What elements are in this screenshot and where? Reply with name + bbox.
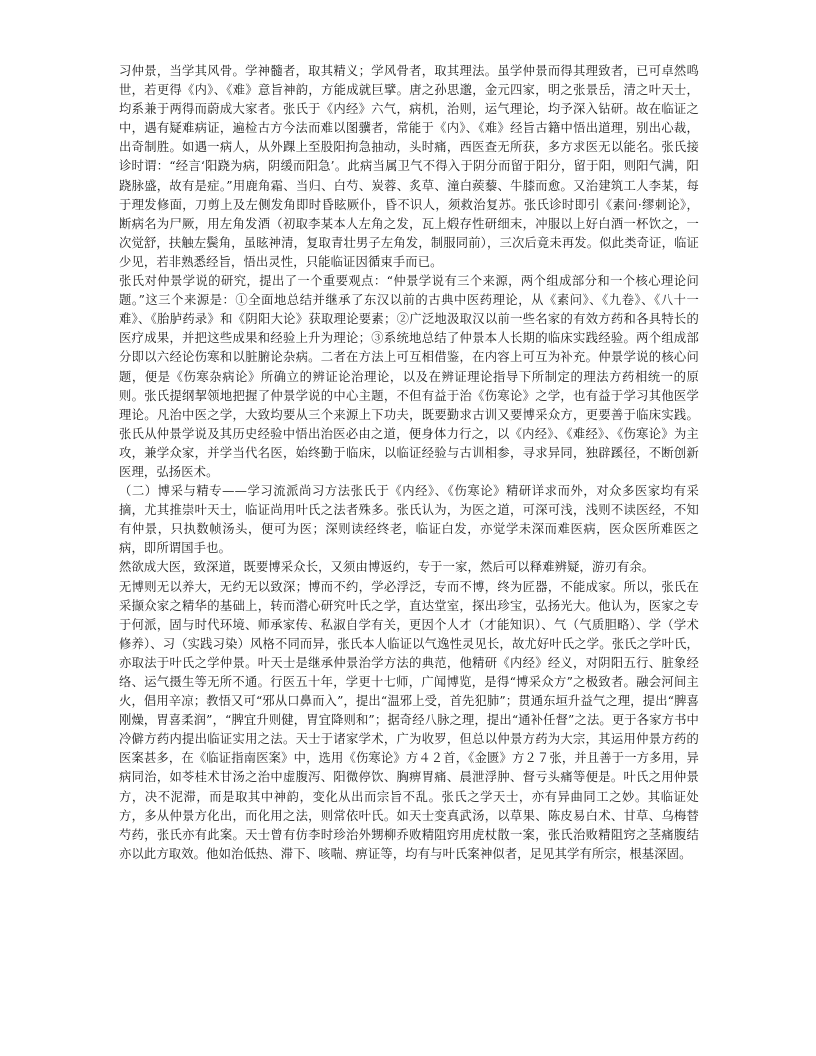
paragraph-neijing-insight: 习仲景，当学其风骨。学神髓者，取其精义；学风骨者，取其理法。虽学仲景而得其理致者，已可卓然鸣世，若更得《内》、《难》意旨神韵，方能成就巨擘。唐之孙思邈，金元四家，明之张景岳，清之叶天士，均系兼于两得而蔚成大家者。张氏于《内经》六气，病机，治则，运气理论，均予深入钻研。故在临证之中，遇有疑难病证，遍检古方今法而难以图骥者，常能于《内》、《难》经旨古籍中悟出道理，别出心裁，出奇制胜。如遇一病人，从外踝上至股阳拘急抽动，头时痛，西医查无所获，多方求医无以能名。张氏接诊时谓：“经言‘阳跷为病，阴缓而阳急’。此病当属卫气不得入于阴分而留于阳分，留于阳，则阳气满，阳跷脉盛，故有是症。”用鹿角霜、当归、白芍、炭蓉、炙草、潼白蒺藜、牛膝而愈。又治建筑工人李某，每于理发修面，刀剪上及左侧发角即时昏眩厥仆，昏不识人，须救治复苏。张氏诊时即引《素问·缪刺论》，断病名为尸厥，用左角发酒（初取李某本人左角之发，瓦上煅存性研细末，冲服以上好白酒一杯饮之，一次觉舒，扶触左鬓角，虽眩神清，复取青壮男子左角发，制服同前），三次后竟未再发。似此类奇证，临证少见，若非熟悉经旨，悟出灵性，只能临证因循束手而已。 [119, 64, 699, 269]
paragraph-great-physician: 然欲成大医，致深道，既要博采众长，又须由博返约，专于一家，然后可以释难辨疑，游刃有余。 [119, 560, 655, 575]
document-page [119, 62, 699, 864]
paragraph-zhongjing-sources: 张氏对仲景学说的研究，提出了一个重要观点：“仲景学说有三个来源，两个组成部分和一个核心理论问题。”这三个来源是：①全面地总结并继承了东汉以前的古典中医药理论，从《素问》、《九卷》、《八十一难》、《胎胪药录》和《阴阳大论》获取理论要素；②广泛地汲取汉以前一些名家的有效方药和各具特长的医疗成果，并把这些成果和经验上升为理论；③系统地总结了仲景本人长期的临床实践经验。两个组成部分即以六经论伤寒和以脏腑论杂病。二者在方法上可互相借鉴，在内容上可互为补充。仲景学说的核心问题，便是《伤寒杂病论》所确立的辨证论治理论，以及在辨证理论指导下所制定的理法方药相统一的原则。张氏提纲挈领地把握了仲景学说的中心主题，不但有益于治《伤寒论》之学，也有益于学习其他医学理论。凡治中医之学，大致均要从三个来源上下功夫，既要勤求古训又要博采众方，更要善于临床实践。张氏从仲景学说及其历史经验中悟出治医必由之道，便身体力行之，以《内经》、《难经》、《伤寒论》为主攻，兼学众家，并学当代名医，始终勤于临床，以临证经验与古训相参，寻求异同，独辟蹊径，不断创新医理，弘扬医术。 [119, 274, 699, 479]
paragraph-yeshi-study: 无博则无以养大，无约无以致深；博而不约，学必浮泛，专而不博，终为匠器，不能成家。所以，张氏在采撷众家之精华的基础上，转而潜心研究叶氏之学，直达堂室，探出珍宝，弘扬光大。他认为，医家之专于何派，固与时代环境、师承家传、私淑自学有关，更因个人才（才能知识）、气（气质胆略）、学（学术修养）、习（实践习染）风格不同而异，张氏本人临证以气逸性灵见长，故尤好叶氏之学。张氏之学叶氏，亦取法于叶氏之学仲景。叶天士是继承仲景治学方法的典范，他精研《内经》经义，对阴阳五行、脏象经络、运气摄生等无所不通。行医五十年，学更十七师，广闻博览，是得“博采众方”之极致者。融会河间主火，倡用辛凉；教悟又可“邪从口鼻而入”，提出“温邪上受，首先犯肺”；贯通东垣升益气之理，提出“脾喜刚燥，胃喜柔润”，“脾宜升则健，胃宜降则和”；据奇经八脉之理，提出“通补任督”之法。更于各家方书中冷僻方药内提出临证实用之法。天士于诸家学术，广为收罗，但总以仲景方药为大宗，其运用仲景方药的医案甚多，在《临证指南医案》中，选用《伤寒论》方４２首，《金匮》方２７张，并且善于一方多用，异病同治，如苓桂术甘汤之治中虚腹泻、阳微停饮、胸痹胃痛、晨泄浮肿、督亏头痛等便是。叶氏之用仲景方，决不泥滞，而是取其中神韵，变化从出而宗旨不乱。张氏之学天士，亦有异曲同工之妙。其临证处方，多从仲景方化出，而化用之法，则常依叶氏。如天士变真武汤，以草果、陈皮易白术、甘草、乌梅替芍药，张氏亦有此案。天士曾有仿李时珍治外甥柳乔败精阻窍用虎杖散一案，张氏治败精阻窍之茎痛腹结亦以此方取效。他如治低热、滞下、咳喘、痹证等，均有与叶氏案神似者，足见其学有所宗，根基深固。 [119, 579, 699, 861]
paragraph-section-heading-breadth: （二）博采与精专——学习流派尚习方法张氏于《内经》、《伤寒论》精研详求而外，对众多医家均有采摘，尤其推崇叶天士，临证尚用叶氏之法者殊多。张氏认为，为医之道，可深可浅，浅则不读医经，不知有仲景，只执数帧汤头，便可为医；深则读经终老，临证白发，亦觉学未深而难医病，医众医所难医之病，即所谓国手也。 [119, 484, 699, 556]
